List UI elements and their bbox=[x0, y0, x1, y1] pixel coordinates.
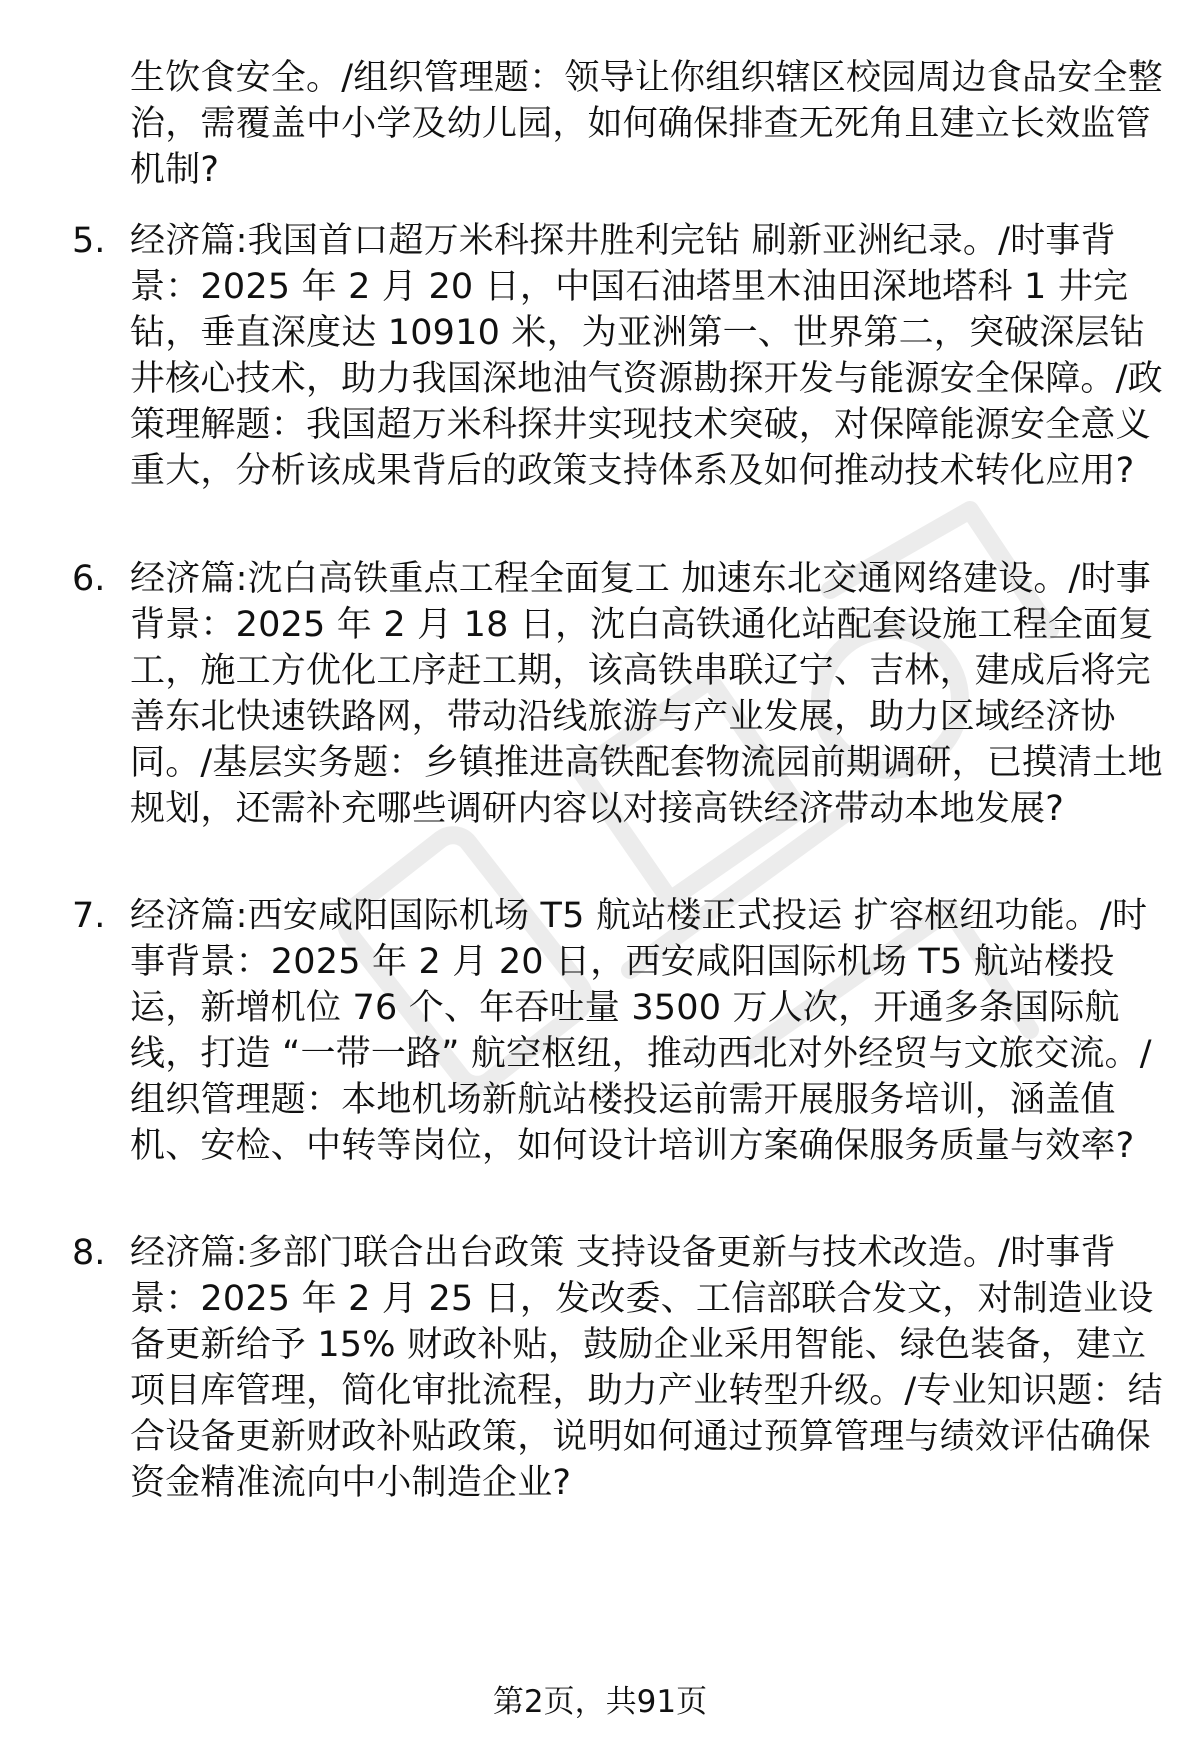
item-number: 5. bbox=[72, 221, 106, 261]
list-item: 经济篇:沈白高铁重点工程全面复工 加速东北交通网络建设。/时事背景：2025 年 2 月 18 日，沈白高铁通化站配套设施工程全面复工，施工方优化工序赶工期，该高铁串联辽宁、吉林，建成后将完善东北快速铁路网，带动沿线旅游与产业发展，助力区域经济协同。/基层实务题：乡镇推进高铁配套物流园前期调研，已摸清土地规划，还需补充哪些调研内容以对接高铁经济带动本地发展? bbox=[130, 559, 1163, 829]
item-number: 6. bbox=[72, 559, 106, 599]
item-number: 8. bbox=[72, 1233, 106, 1273]
list-item: 经济篇:多部门联合出台政策 支持设备更新与技术改造。/时事背景：2025 年 2 月 25 日，发改委、工信部联合发文，对制造业设备更新给予 15% 财政补贴，鼓励企业采用智能、绿色装备，建立项目库管理，简化审批流程，助力产业转型升级。/专业知识题：结合设备更新财政补贴政策，说明如何通过预算管理与绩效评估确保资金精准流向中小制造企业? bbox=[130, 1233, 1163, 1503]
item-number: 7. bbox=[72, 896, 106, 936]
list-item: 经济篇:我国首口超万米科探井胜利完钻 刷新亚洲纪录。/时事背景：2025 年 2 月 20 日，中国石油塔里木油田深地塔科 1 井完钻，垂直深度达 10910 米，为亚洲第一、世界第二，突破深层钻井核心技术，助力我国深地油气资源勘探开发与能源安全保障。/政策理解题：我国超万米科探井实现技术突破，对保障能源安全意义重大，分析该成果背后的政策支持体系及如何推动技术转化应用? bbox=[130, 221, 1163, 491]
list-item: 经济篇:西安咸阳国际机场 T5 航站楼正式投运 扩容枢纽功能。/时事背景：2025 年 2 月 20 日，西安咸阳国际机场 T5 航站楼投运，新增机位 76 个、年吞吐量 3500 万人次，开通多条国际航线，打造 “一带一路” 航空枢纽，推动西北对外经贸与文旅交流。/组织管理题：本地机场新航站楼投运前需开展服务培训，涵盖值机、安检、中转等岗位，如何设计培训方案确保服务质量与效率? bbox=[130, 896, 1152, 1166]
continuation-paragraph: 生饮食安全。/组织管理题：领导让你组织辖区校园周边食品安全整治，需覆盖中小学及幼儿园，如何确保排查无死角且建立长效监管机制? bbox=[130, 58, 1163, 190]
page-footer: 第2页，共91页 bbox=[492, 1684, 708, 1720]
